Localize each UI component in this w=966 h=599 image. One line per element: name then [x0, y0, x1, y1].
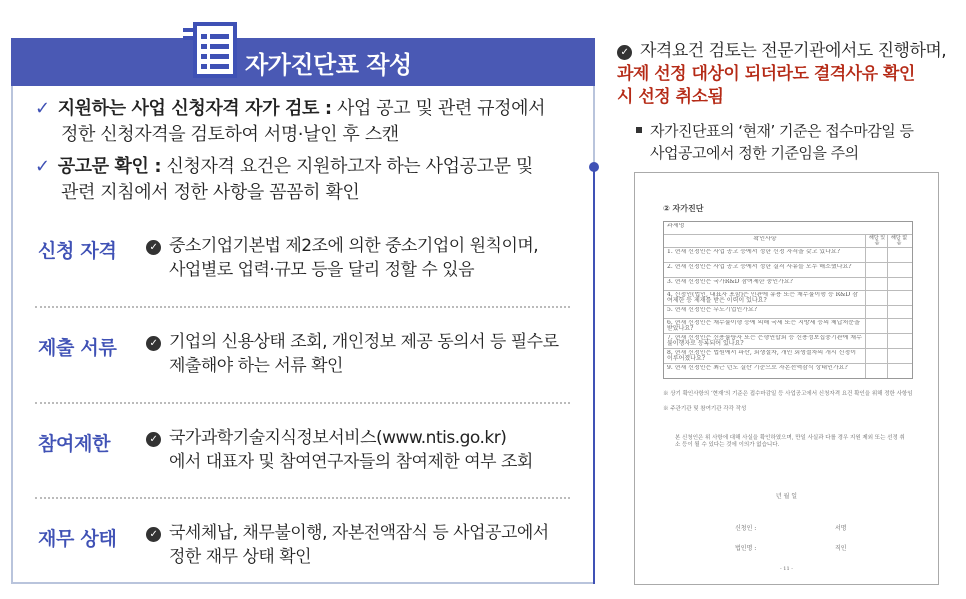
form-row	[664, 305, 912, 318]
form-grid-line	[887, 248, 888, 262]
check-item-notice	[35, 154, 533, 206]
form-row	[664, 348, 912, 363]
description-line: 에서 대표자 및 참여연구자들의 참여제한 여부 조회	[169, 452, 533, 472]
form-page-number: - 11 -	[780, 566, 793, 572]
category-description	[146, 426, 586, 474]
check-item-text: 신청자격 요건은 지원하고자 하는 사업공고문 및	[161, 156, 533, 177]
form-cell: 확인사항	[753, 236, 777, 242]
form-grid-line	[887, 263, 888, 277]
form-grid-line	[865, 248, 866, 262]
check-item-self-review	[35, 96, 545, 148]
check-item-label: 공고문 확인 :	[57, 156, 162, 177]
check-item-label: 지원하는 사업 신청자격 자가 검토 :	[57, 98, 332, 119]
form-grid-line	[887, 364, 888, 378]
form-grid-line	[887, 291, 888, 305]
description-line: 기업의 신용상태 조회, 개인정보 제공 동의서 등 필수로	[169, 332, 559, 352]
form-row	[664, 262, 912, 277]
form-cell: 9. 현재 신청인은 최근 년도 결산 기준으로 자본전액잠식 상태인가요?	[667, 365, 848, 371]
form-corp: 법인명 :	[735, 545, 757, 552]
description-line: 중소기업기본법 제2조에 의한 중소기업이 원칙이며,	[169, 236, 539, 256]
form-col-no: 해당 없음	[890, 235, 908, 246]
form-grid-line	[887, 235, 888, 247]
form-grid-line	[887, 278, 888, 290]
form-grid-line	[865, 319, 866, 333]
form-header-row	[664, 234, 912, 247]
form-cell: 6. 현재 신청인은 채무불이행 등에 의해 국세 또는 지방세 등의 체납처분을 받았나요?	[667, 320, 860, 332]
form-applicant: 신청인 :	[735, 525, 757, 532]
subnote-text: 사업공고에서 정한 기준임을 주의	[650, 144, 859, 162]
form-grid-line	[887, 349, 888, 363]
page-title: 자가진단표 작성	[245, 51, 412, 79]
form-grid-line	[865, 278, 866, 290]
category-label: 신청 자격	[38, 240, 117, 262]
form-note: ※ 주관기관 및 참여기관 각각 작성	[663, 406, 747, 412]
square-bullet-icon	[636, 127, 642, 133]
form-grid-line	[865, 263, 866, 277]
form-cell: 5. 현재 신청인은 부도기업인가요?	[667, 307, 758, 313]
category-description	[146, 521, 586, 569]
right-note-text: 자격요건 검토는 전문기관에서도 진행하며,	[640, 41, 947, 61]
check-circle-icon: ✓	[146, 336, 161, 351]
form-row	[664, 290, 912, 305]
form-grid-line	[887, 306, 888, 318]
form-row	[664, 333, 912, 348]
form-cell: 2. 현재 신청인은 사업 공고 등에서 정한 결격 사유를 모두 해소했나요?	[667, 264, 852, 270]
right-note	[617, 40, 962, 109]
form-note: ※ 상기 확인사항의 ‘현재’의 기준은 접수마감일 등 사업공고에서 신청자격 요건 확인을 위해 정한 사항임	[663, 391, 913, 397]
form-grid-line	[887, 334, 888, 348]
form-declaration: 본 신청인은 위 사항에 대해 사실을 확인하였으며, 만일 사실과 다를 경우 지원 제외 또는 선정 취소 등이 될 수 있다는 것에 이의가 없습니다.	[675, 435, 905, 448]
form-row	[664, 247, 912, 262]
divider	[35, 306, 570, 308]
form-cell: 8. 현재 신청인은 법원에서 파산, 회생절차, 개인 회생절차의 개시 신청이 이루어졌나요?	[667, 350, 856, 362]
form-row	[664, 318, 912, 333]
check-item-text-cont: 정한 신청자격을 검토하여 서명·날인 후 스캔	[61, 124, 399, 145]
check-circle-icon: ✓	[617, 45, 632, 60]
form-cell: 3. 현재 신청인은 국가R&D 참여제한 중인가요?	[667, 279, 793, 285]
divider	[35, 402, 570, 404]
connector-dot	[589, 162, 599, 172]
check-item-text-cont: 관련 지침에서 정한 사항을 꼼꼼히 확인	[61, 182, 360, 203]
category-label: 참여제한	[38, 433, 111, 455]
form-seal: 직인	[835, 545, 847, 552]
description-line: 사업별로 업력·규모 등을 달리 정할 수 있음	[169, 260, 475, 280]
form-grid-line	[865, 235, 866, 247]
form-grid-line	[865, 349, 866, 363]
category-label: 제출 서류	[38, 337, 117, 359]
form-grid-line	[865, 291, 866, 305]
form-grid-line	[865, 364, 866, 378]
form-grid-line	[887, 319, 888, 333]
check-mark-icon: ✓	[35, 98, 50, 119]
form-row	[664, 363, 912, 378]
category-label: 재무 상태	[38, 528, 117, 550]
document-icon	[183, 18, 239, 80]
form-cell: 과제명	[667, 223, 685, 229]
check-circle-icon: ✓	[146, 432, 161, 447]
description-line: 국세체납, 채무불이행, 자본전액잠식 등 사업공고에서	[169, 523, 549, 543]
warning-text: 과제 선정 대상이 되더라도 결격사유 확인	[617, 64, 915, 84]
right-subnote	[636, 120, 956, 164]
subnote-text: 자가진단표의 ‘현재’ 기준은 접수마감일 등	[650, 122, 914, 140]
description-line: 정한 재무 상태 확인	[169, 547, 312, 567]
form-col-yes: 해당 있음	[868, 235, 886, 246]
form-date: 년 월 일	[775, 493, 798, 500]
form-cell: 1. 현재 신청인은 사업 공고 등에서 정한 신청 자격을 갖고 있나요?	[667, 249, 840, 255]
check-mark-icon: ✓	[35, 156, 50, 177]
check-circle-icon: ✓	[146, 527, 161, 542]
check-item-text: 사업 공고 및 관련 규정에서	[331, 98, 546, 119]
form-cell: 7. 현재 신청인은 신용불량자 또는 은행연합회 등 신용정보집중기관에 채무불이행자로 등록되어 있나요?	[667, 335, 862, 347]
form-table	[663, 221, 913, 379]
check-circle-icon: ✓	[146, 240, 161, 255]
form-cell: 4. 신청인(법인, 대표자 포함)은 민관에 유용 또는 채무불이행 등 R&D 참여제한 등 제재를 받은 이력이 있나요?	[667, 292, 858, 304]
category-description	[146, 330, 586, 378]
category-description	[146, 234, 586, 282]
form-row	[664, 277, 912, 290]
form-grid-line	[865, 306, 866, 318]
warning-text: 시 선정 취소됨	[617, 87, 724, 107]
description-line: 제출해야 하는 서류 확인	[169, 356, 343, 376]
description-line: 국가과학기술지식정보서비스(www.ntis.go.kr)	[169, 428, 507, 448]
connector-line	[593, 166, 595, 584]
form-sign: 서명	[835, 525, 847, 532]
self-diagnosis-form-image	[634, 172, 939, 585]
form-title: ② 자가진단	[663, 204, 704, 213]
form-grid-line	[865, 334, 866, 348]
divider	[35, 497, 570, 499]
form-row	[664, 222, 912, 234]
